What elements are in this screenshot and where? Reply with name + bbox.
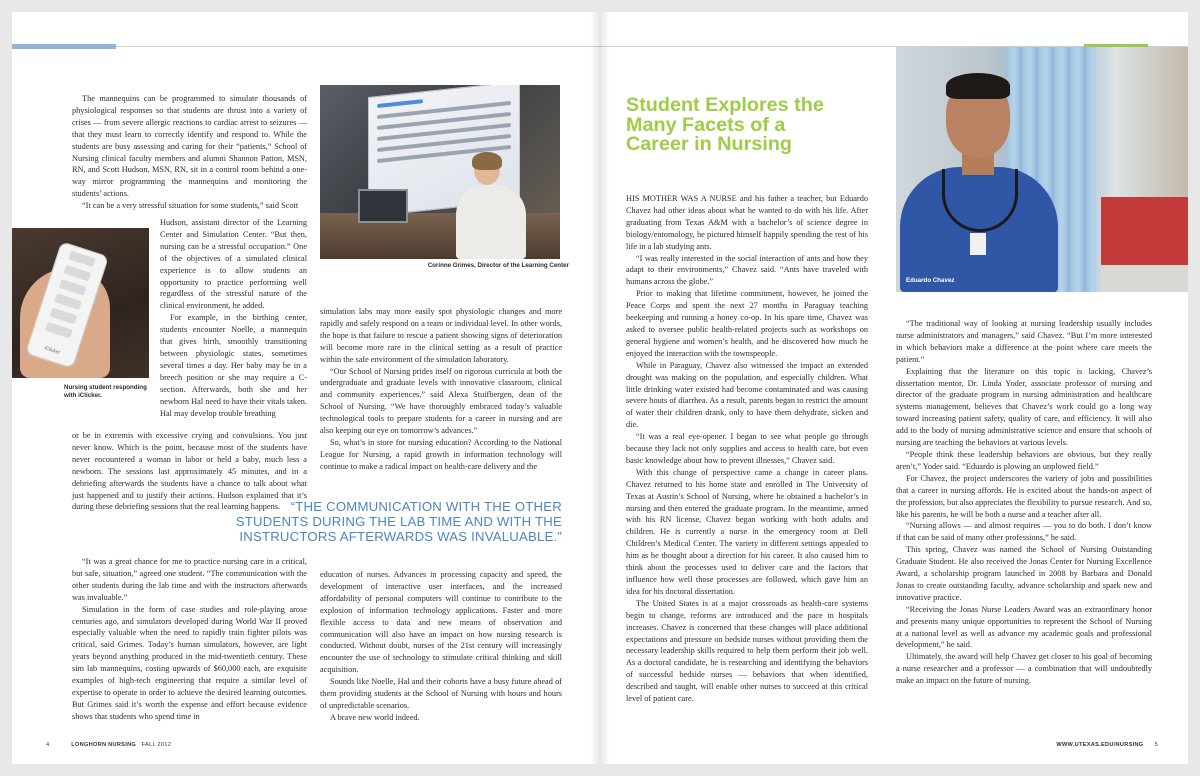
left-col1-bottom xyxy=(72,556,307,723)
paragraph: “I was really interested in the social interaction of ants and how they adapt to their environments,” Chavez said. “Ants have traveled with humans across the globe.” xyxy=(626,253,868,287)
paragraph: This spring, Chavez was named the School of Nursing Outstanding Graduate Student. He also received the Jonas Center for Nursing Excellence Award, a scholarship program launched in 2008 by Barbara and Donald Jonas to create outstanding faculty, advance scholarship and spark new and innovative practice. xyxy=(896,545,1152,602)
clicker-photo-caption: Nursing student responding with iClicker. xyxy=(64,384,147,399)
paragraph: A brave new world indeed. xyxy=(330,712,420,722)
nurse-photo-caption: Eduardo Chavez xyxy=(906,277,955,284)
accent-bar-blue xyxy=(12,44,116,49)
instructor-figure xyxy=(452,155,532,259)
paragraph: “The traditional way of looking at nursing leadership usually includes nurse administrators and managers,” said Chavez. “But I’m more interested in which behaviors make a difference at the point where care meets the patient.” xyxy=(896,319,1152,364)
paragraph: Hudson, assistant director of the Learning Center and Simulation Center. “But then, nursing can be a stressful occupation.” One of the objectives of a simulated clinical experience is to allow students an opportunity to practice performing well regardless of the stressful nature of the clinical environment, he added. xyxy=(160,218,307,311)
paragraph: For example, in the birthing center, students encounter Noelle, a mannequin that gives birth, smoothly transitioning between physiologic states, sometimes several times a day. Her baby may be in a breech position or she may require a C-section. Afterwards, both she and her newborn Hal need to have their vitals taken. Hal may develop trouble breathing xyxy=(160,313,307,418)
paragraph: Sounds like Noelle, Hal and their cohorts have a busy future ahead of them providing students at the School of Nursing with hours and hours of unpredictable scenarios. xyxy=(320,677,562,710)
right-col2 xyxy=(896,318,1152,687)
iclicker-brand: iClicker xyxy=(43,345,61,357)
paragraph: “Our School of Nursing prides itself on rigorous curricula at both the undergraduate and graduate levels with innovative classroom, clinical and community experiences,” said Alexa Stuifbergen, dean of the School of Nursing. “We have thoroughly embraced today’s valuable technological tools to prepare students for a career in nursing and are also keeping our eye on tomorrow’s advances.” xyxy=(320,366,562,436)
lab-photo xyxy=(320,85,560,259)
page-number: 4 xyxy=(46,742,50,748)
paragraph: HIS MOTHER WAS A NURSE and his father a teacher, but Eduardo Chavez had other ideas about what he wanted to do with his life. After graduating from Texas A&M with a bachelor’s of science degree in biology/entomology, he pictured himself happily spending the rest of his life in a lab studying ants. xyxy=(626,194,868,251)
clicker-photo xyxy=(12,228,149,378)
left-page xyxy=(12,12,600,764)
website-url: WWW.UTEXAS.EDU/NURSING xyxy=(1056,742,1144,748)
laptop xyxy=(358,189,408,223)
paragraph: Prior to making that lifetime commitment, however, he joined the Peace Corps and spent the next 27 months in Paraguay teaching beekeeping and running a honey co-op. In his spare time, Chavez was asked to oversee public health-related projects such as workshops on general hygiene and women’s health, and he discovered how much he enjoyed the interaction with the townspeople. xyxy=(626,289,868,358)
lab-photo-caption: Corinne Grimes, Director of the Learning Center xyxy=(427,262,569,269)
article-headline: Student Explores the Many Facets of a Career in Nursing xyxy=(626,94,824,155)
paragraph: While in Paraguay, Chavez also witnessed the impact an extended drought was making on the population, and especially children. What little drinking water existed had become contaminated and was causing severe bouts of diarrhea. As a result, parents began to restrict the amount of water their children drank, only to have them dehydrate, sicken and die. xyxy=(626,360,868,430)
paragraph: For Chavez, the project underscores the variety of jobs and possibilities that a career in nursing affords. He is excited about the hands-on aspect of the profession, but also appreciates the flexibility to pursue research. And so, like his parents, he will be both a nurse and a teacher after all. xyxy=(896,473,1152,519)
right-footer xyxy=(1056,742,1158,748)
left-col2-mid xyxy=(320,306,562,473)
paragraph: education of nurses. Advances in processing capacity and speed, the development of interactive user interfaces, and the increased affordability of personal computers will continue to contribute to the explosion of information technology applications. Faster and more flexible access to data and new means of observation and communication will also have an impact on how nursing research is conducted. Without doubt, nurses of the 21st century will increasingly encounter the use of technology to stimulate critical thinking and skill acquisition. xyxy=(320,570,562,675)
publication-name: LONGHORN NURSING xyxy=(71,742,137,748)
right-col1 xyxy=(626,193,868,705)
paragraph: “It was a real eye-opener. I began to see what people go through because they lack not only supplies and access to health care, but even basic knowledge about how to prevent illnesses,” Chavez said. xyxy=(626,432,868,465)
paragraph: So, what’s in store for nursing education? According to the National League for Nursing, a rapid growth in information technology will continue to make a radical impact on health-care delivery and the xyxy=(320,437,562,471)
paragraph: simulation labs may more easily spot physiologic changes and more rapidly and safely respond on a team or individual level. In other words, the hope is that failure to rescue a patient showing signs of deterioration will become more rare in the clinical setting as a result of practice within the safe environment of the simulation laboratory. xyxy=(320,307,562,364)
paragraph: The mannequins can be programmed to simulate thousands of physiological responses so that students are thrust into a variety of crises — from severe allergic reactions to cardiac arrest to seizures — that they must learn to correctly identify and respond to. While the students are busy assessing and caring for their “patients,” School of Nursing clinical faculty members and alumni Shannon Patton, MSN, RN, and Scott Hudson, MSN, RN, sit in a control room behind a one-way mirror programming the mannequins and monitoring the students’ actions. xyxy=(72,94,307,199)
paragraph: “Nursing allows — and almost requires — you to do both. I don’t know if that can be said of many other professions,” he said. xyxy=(896,521,1152,543)
paragraph: “It can be a very stressful situation for some students,” said Scott xyxy=(82,201,299,211)
paragraph: With this change of perspective came a change in career plans. Chavez returned to his home state and enrolled in The University of Texas at Austin’s School of Nursing, where he obtained a bachelor’s in nursing and then entered the graduate program. In the meantime, armed with his RN license, Chavez began working with both adults and children. He is currently a nurse in the emergency room at Dell Children’s Medical Center. The variety in different settings appealed to him as he thought about a direction for his career. It also caused him to think about the processes used to deliver care and the factors that influence how well those processes are followed, which gave him an idea for his doctoral dissertation. xyxy=(626,467,868,596)
right-page xyxy=(600,12,1188,764)
paragraph: The United States is at a major crossroads as health-care systems begin to change, reforms are introduced and the pace in hospitals increases. Chavez is concerned that these changes will place additional expectations and pressure on bedside nurses without providing them the necessary leadership skills required to help them perform their job well. As a doctoral candidate, he is researching and identifying the behaviors of successful bedside nurses — behaviors that when identified, described and taught, will enable other nurses to succeed at this critical level of patient care. xyxy=(626,598,868,704)
paragraph: “It was a great chance for me to practice nursing care in a critical, but safe, situation,” agreed one student. “The communication with the other students during the lab time and with the instructors afterwards was invaluable.” xyxy=(72,557,307,602)
paragraph: “Receiving the Jonas Nurse Leaders Award was an extraordinary honor and presents many unique opportunities to represent the School of Nursing at a national level as well as advance my academic goals and professional development,” he said. xyxy=(896,604,1152,650)
nurse-hair xyxy=(946,73,1010,99)
bed-frame xyxy=(1101,265,1188,292)
nurse-photo xyxy=(896,47,1188,292)
paragraph: Ultimately, the award will help Chavez get closer to his goal of becoming a nurse researcher and a professor — a combination that will undoubtedly make an impact on the future of nursing. xyxy=(896,652,1152,686)
paragraph: Explaining that the literature on this topic is lacking, Chavez’s dissertation mentor, Dr. Linda Yoder, associate professor of nursing and director of the graduate program in nursing administration and healthcare systems management, believes that Chavez’s work could go a long way toward increasing patient safety, quality of care, and efficiency. It will also add to the body of nursing administrative science and ensure that schools of nursing are teaching the behaviors at various levels. xyxy=(896,366,1152,448)
left-col2-bottom xyxy=(320,569,562,724)
page-number: 5 xyxy=(1154,742,1158,748)
pull-quote: “THE COMMUNICATION WITH THE OTHER STUDENTS DURING THE LAB TIME AND WITH THE INSTRUCTORS AFTERWARDS WAS INVALUABLE.” xyxy=(235,499,562,544)
paragraph: Simulation in the form of case studies and role-playing arose centuries ago, and simulators developed during World War II proved especially valuable when the need to rapidly train fighter pilots was critical, said Grimes. Today’s human simulators, however, are light years beyond anything produced in the mid-twentieth century. These sim lab mannequins, costing upwards of $60,000 each, are exquisite examples of high-tech engineering that require a similar level of expertise to operate in order to achieve the desired learning outcomes. But Grimes said it’s worth the expense and effort because evidence shows that students who spend time in xyxy=(72,604,307,721)
left-col1-wrap xyxy=(160,217,307,419)
id-badge xyxy=(970,233,986,255)
hospital-bed xyxy=(1101,197,1188,267)
left-footer xyxy=(46,742,171,748)
paragraph: “People think these leadership behaviors are obvious, but they really aren’t,” Yoder said. “Eduardo is plowing an unplowed field.” xyxy=(896,449,1152,471)
left-col1-top xyxy=(72,93,307,212)
issue-label: FALL 2012 xyxy=(141,742,172,748)
paragraph-text: or be in extremis with excessive crying and convulsions. You just never know. Which is the point, because most of the students have never encountered a woman in labor or held a baby, much less a newborn. The sessions last approximately 45 minutes, and in a debriefing afterwards the students have a chance to talk about what just happened and to justify their actions. Hudson explained that it’s during these debriefing sessions that the real learning happens. xyxy=(72,431,307,512)
